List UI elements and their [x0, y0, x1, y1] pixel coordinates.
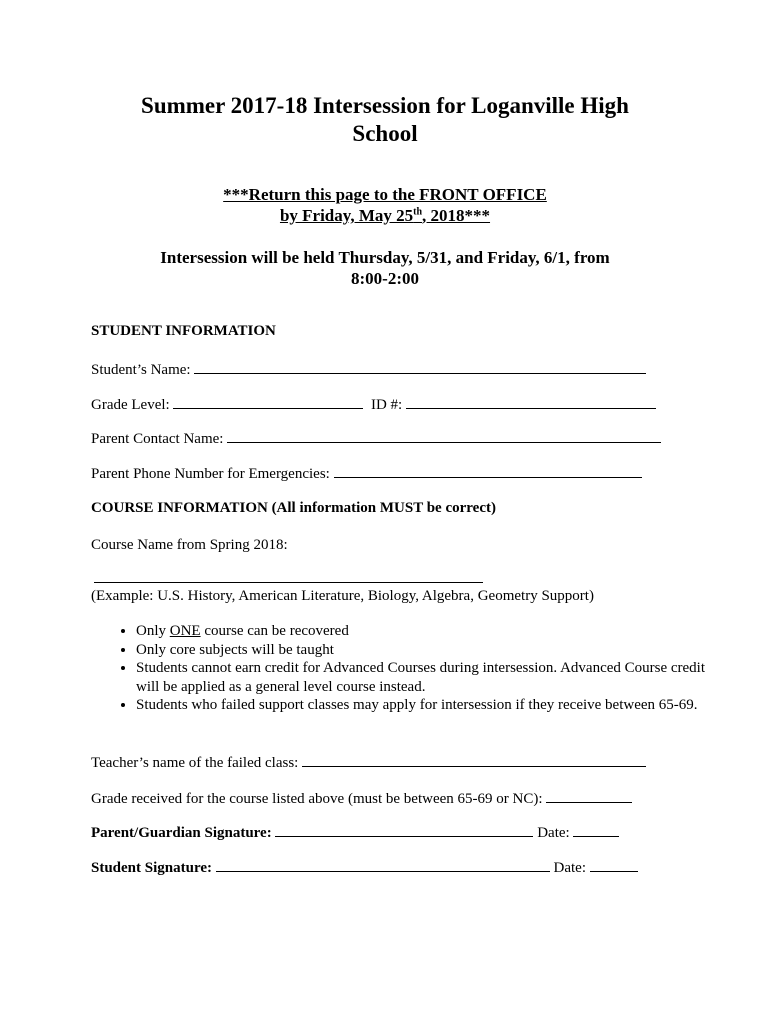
title-line-2: School [352, 121, 418, 146]
grade-received-label: Grade received for the course listed above (must be between 65-69 or NC): [91, 791, 543, 807]
rule-support-classes: • Students who failed support classes may apply for intersession if they receive between 65-69. [136, 696, 716, 715]
rule-one-course-emphasis: ONE [169, 623, 201, 639]
student-info-heading: STUDENT INFORMATION [91, 323, 276, 339]
dates-line-1: Intersession will be held Thursday, 5/31, and Friday, 6/1, from [160, 248, 610, 267]
grade-received-field[interactable] [546, 788, 632, 803]
student-name-row [91, 359, 646, 379]
student-date-field[interactable] [590, 857, 638, 872]
parent-phone-field[interactable] [334, 463, 642, 478]
course-name-field[interactable] [94, 582, 483, 583]
rule-advanced-courses: • Students cannot earn credit for Advanced Courses during intersession. Advanced Course credit will be applied as a general level course instead. [136, 659, 716, 696]
student-name-field[interactable] [194, 359, 646, 374]
parent-signature-label: Parent/Guardian Signature: [91, 825, 272, 841]
return-notice-line-1: ***Return this page to the FRONT OFFICE [223, 185, 547, 204]
teacher-name-row [91, 752, 646, 772]
parent-date-label: Date: [537, 825, 570, 841]
return-deadline-year: , 2018*** [422, 206, 491, 225]
student-signature-label: Student Signature: [91, 860, 212, 876]
parent-signature-row [91, 822, 619, 842]
id-field[interactable] [406, 394, 656, 409]
teacher-name-field[interactable] [302, 752, 646, 767]
teacher-name-label: Teacher’s name of the failed class: [91, 755, 299, 771]
course-info-heading: COURSE INFORMATION (All information MUST be correct) [91, 500, 496, 516]
rule-core-subjects: • Only core subjects will be taught [136, 641, 716, 660]
rule-one-course [136, 622, 716, 641]
return-notice [60, 184, 710, 226]
return-notice-line-2 [60, 205, 710, 226]
return-deadline-text: by Friday, May 25 [279, 206, 414, 225]
course-name-label: Course Name from Spring 2018: [91, 537, 288, 553]
grade-level-label: Grade Level: [91, 397, 170, 413]
return-deadline-suffix: th [413, 206, 423, 218]
parent-name-row [91, 428, 661, 448]
rule-one-course-text-b: course can be recovered [200, 623, 349, 639]
title-line-1: Summer 2017-18 Intersession for Loganville High [141, 93, 629, 118]
parent-phone-label: Parent Phone Number for Emergencies: [91, 466, 330, 482]
course-example: (Example: U.S. History, American Literature, Biology, Algebra, Geometry Support) [91, 588, 594, 604]
rule-one-course-text-a: Only [136, 623, 170, 639]
student-date-label: Date: [553, 860, 586, 876]
page-title [60, 92, 710, 148]
grade-received-row [91, 788, 632, 808]
parent-phone-row [91, 463, 642, 483]
parent-signature-field[interactable] [275, 822, 533, 837]
course-rules-list [108, 622, 716, 715]
parent-name-field[interactable] [227, 428, 661, 443]
grade-id-row [91, 394, 656, 414]
intersession-dates [60, 247, 710, 289]
student-signature-field[interactable] [216, 857, 550, 872]
grade-level-field[interactable] [173, 394, 363, 409]
student-signature-row [91, 857, 638, 877]
student-name-label: Student’s Name: [91, 362, 191, 378]
parent-date-field[interactable] [573, 822, 619, 837]
id-label: ID #: [370, 397, 403, 413]
dates-line-2: 8:00-2:00 [351, 269, 419, 288]
parent-name-label: Parent Contact Name: [91, 431, 224, 447]
